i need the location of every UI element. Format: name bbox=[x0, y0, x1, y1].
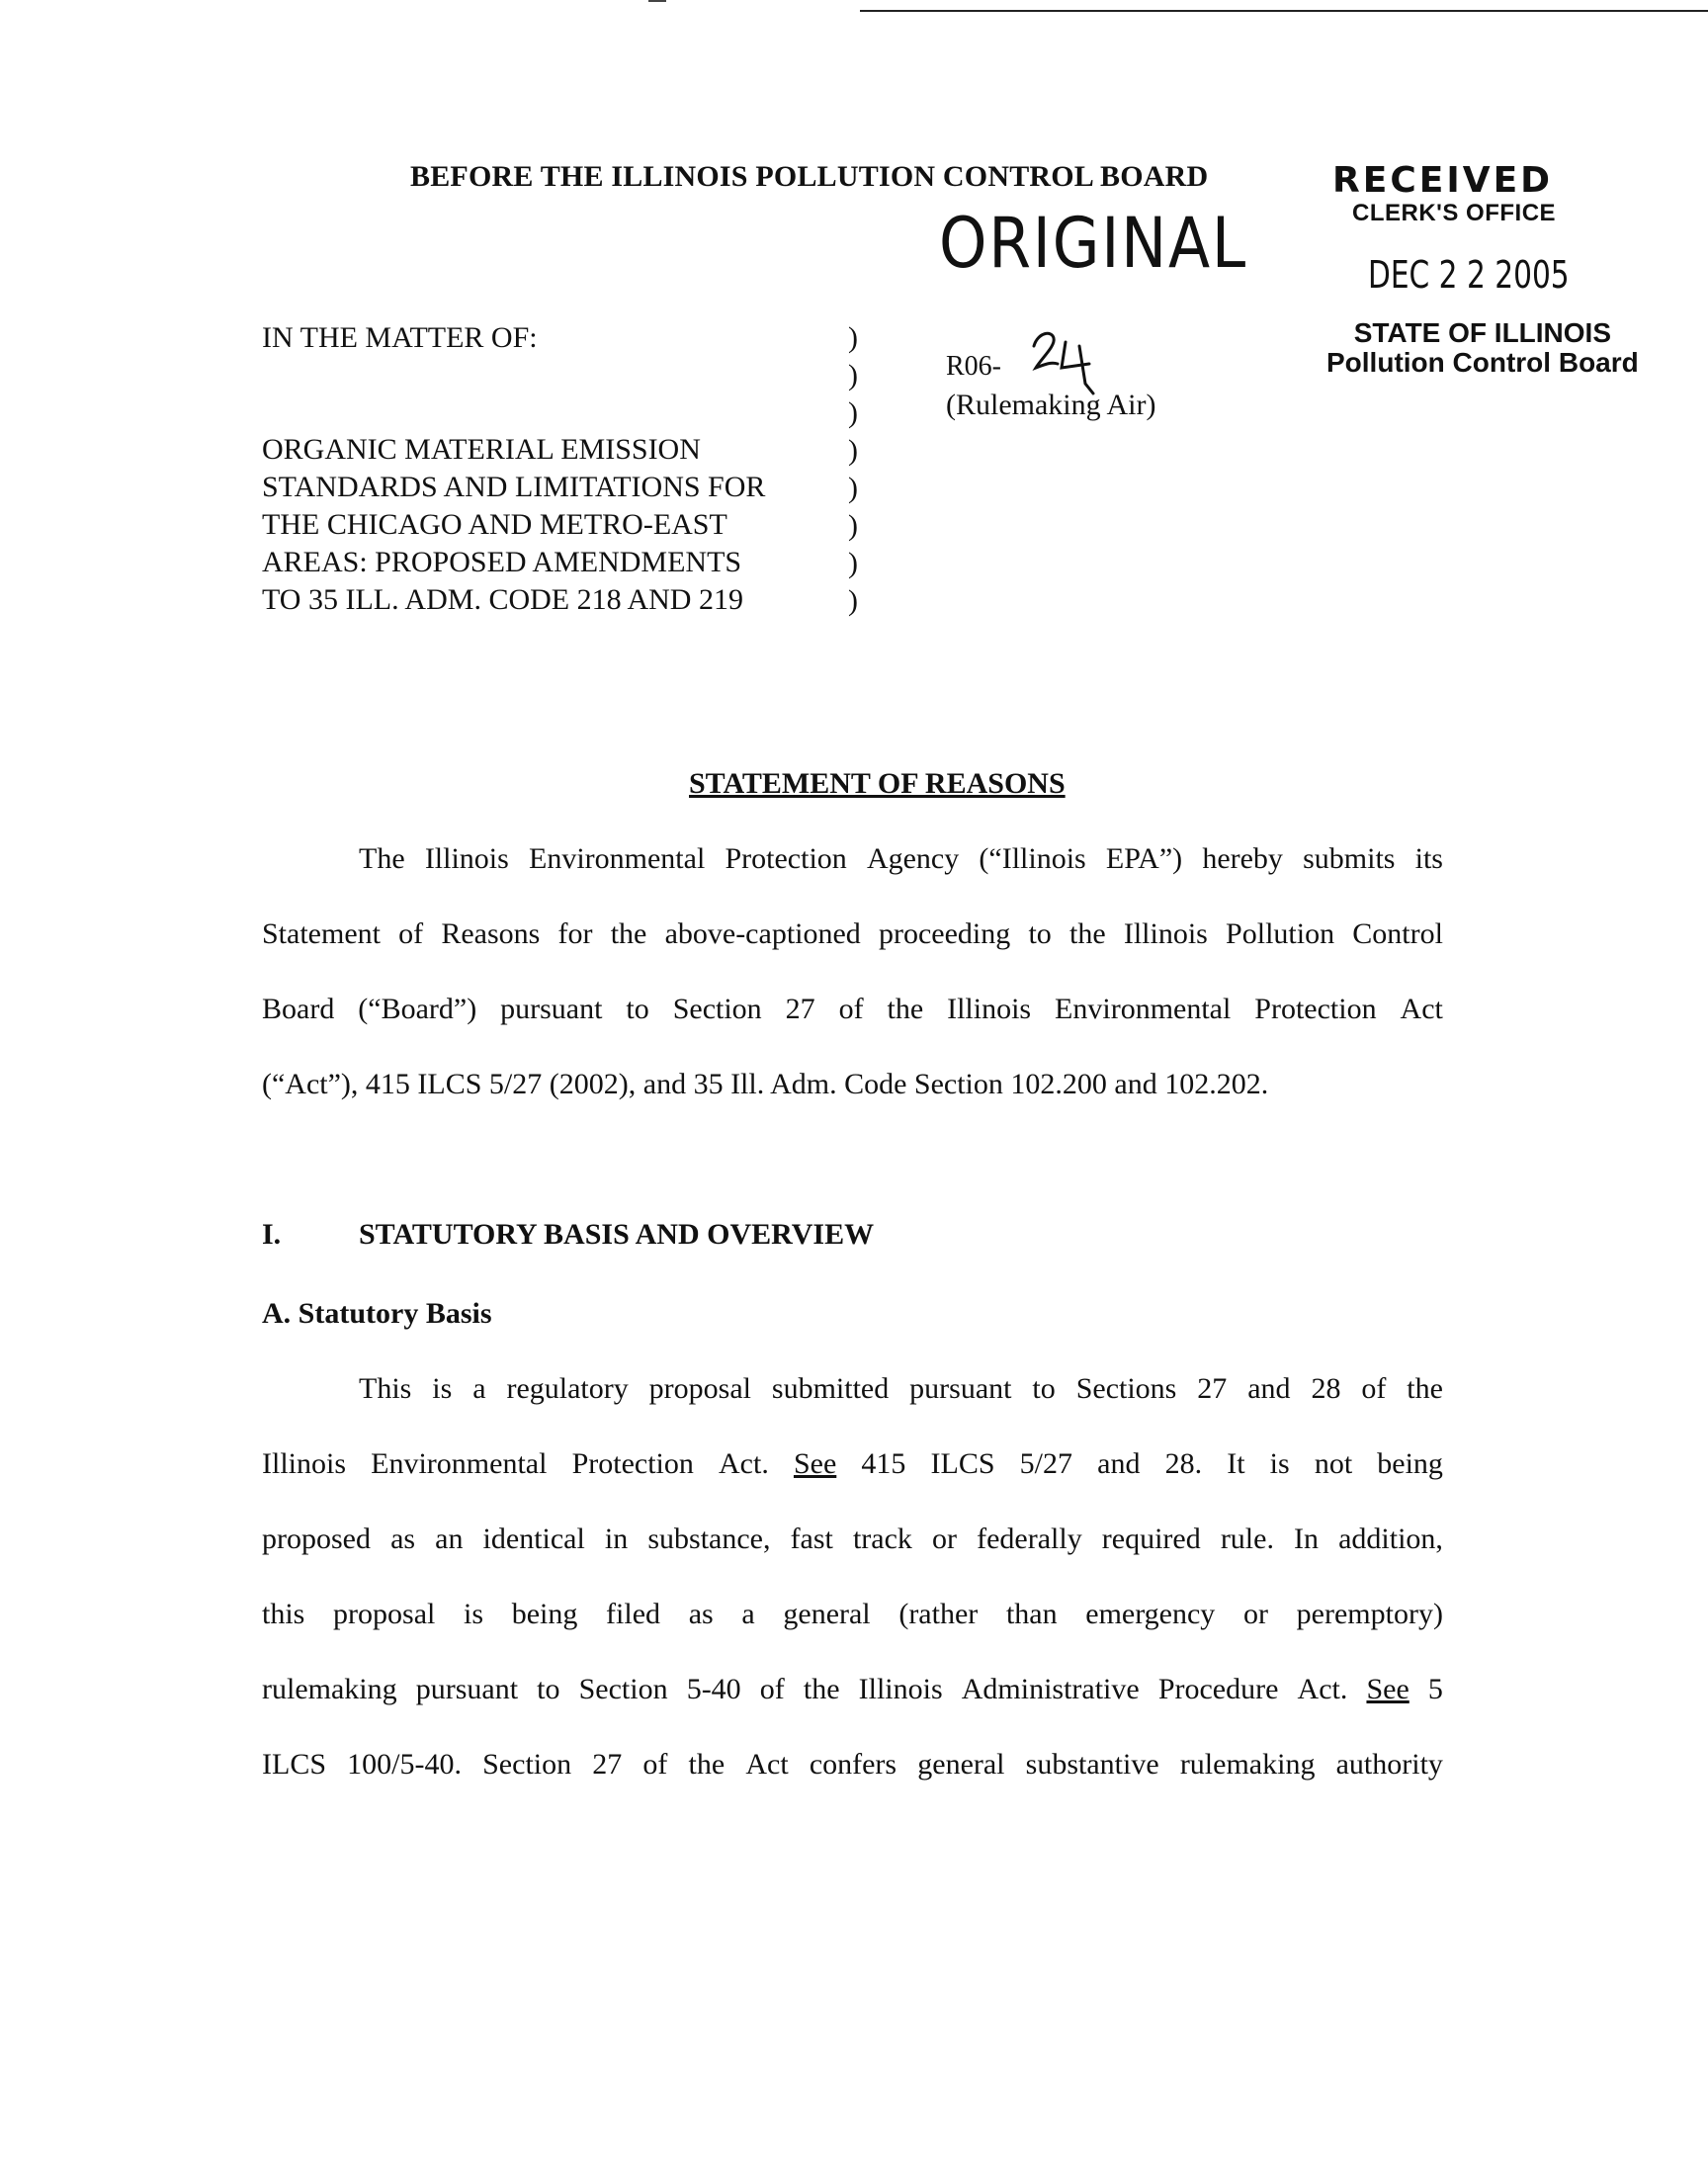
word: proceeding bbox=[879, 917, 1011, 950]
word: Reasons bbox=[441, 917, 541, 950]
matter-label: IN THE MATTER OF: bbox=[262, 321, 538, 354]
caption-title-line: STANDARDS AND LIMITATIONS FOR bbox=[262, 471, 766, 503]
word: 415 bbox=[861, 1447, 906, 1480]
word: It bbox=[1227, 1447, 1245, 1480]
caption-parens bbox=[848, 319, 858, 620]
word: See bbox=[793, 1447, 837, 1480]
paren: ) bbox=[848, 321, 858, 354]
word: ILCS bbox=[262, 1748, 327, 1781]
board-line: Pollution Control Board bbox=[1326, 347, 1639, 378]
word: Section bbox=[672, 993, 762, 1025]
word: fast bbox=[790, 1522, 833, 1555]
word: regulatory bbox=[506, 1372, 629, 1405]
word: Protection bbox=[1254, 993, 1377, 1025]
scan-edge-line bbox=[860, 10, 1708, 12]
handwritten-case-number bbox=[1028, 324, 1107, 395]
intro-line bbox=[262, 840, 1443, 915]
clerks-office-stamp: CLERK'S OFFICE bbox=[1352, 200, 1557, 226]
body-line bbox=[262, 1746, 1443, 1821]
body-line bbox=[262, 1445, 1443, 1521]
word: Section bbox=[578, 1673, 668, 1705]
received-date-stamp: DEC 2 2 2005 bbox=[1368, 253, 1570, 297]
case-type: (Rulemaking Air) bbox=[946, 389, 1156, 421]
word: 28. bbox=[1164, 1447, 1203, 1480]
word: Act. bbox=[719, 1447, 769, 1480]
word: Protection bbox=[725, 842, 847, 875]
word: confers bbox=[809, 1748, 897, 1781]
word: federally bbox=[977, 1522, 1082, 1555]
scan-edge-mark bbox=[648, 0, 666, 2]
word: See bbox=[1366, 1673, 1409, 1705]
word: Illinois bbox=[858, 1673, 943, 1705]
word: the bbox=[610, 917, 647, 950]
paren: ) bbox=[848, 359, 858, 392]
paren: ) bbox=[848, 584, 858, 617]
caption-title-line: TO 35 ILL. ADM. CODE 218 AND 219 bbox=[262, 583, 743, 616]
word: this bbox=[262, 1598, 305, 1630]
word: is bbox=[1269, 1447, 1290, 1480]
word: an bbox=[435, 1522, 464, 1555]
word: of bbox=[838, 993, 864, 1025]
word: the bbox=[1407, 1372, 1443, 1405]
word: In bbox=[1294, 1522, 1320, 1555]
word: a bbox=[741, 1598, 755, 1630]
word: identical bbox=[482, 1522, 585, 1555]
word: submitted bbox=[771, 1372, 890, 1405]
intro-line bbox=[262, 1066, 1443, 1141]
word: Administrative bbox=[961, 1673, 1140, 1705]
word: and bbox=[1097, 1447, 1141, 1480]
caption-title bbox=[262, 431, 765, 619]
word: the bbox=[1069, 917, 1106, 950]
word: Act bbox=[745, 1748, 789, 1781]
statutory-basis-paragraph bbox=[262, 1370, 1443, 1821]
word: in bbox=[604, 1522, 629, 1555]
word: proposed bbox=[262, 1522, 371, 1555]
word: Illinois bbox=[947, 993, 1032, 1025]
word: of bbox=[759, 1673, 785, 1705]
word: of bbox=[1361, 1372, 1387, 1405]
word: rulemaking bbox=[262, 1673, 397, 1705]
word: the bbox=[887, 993, 924, 1025]
word: 5-40 bbox=[686, 1673, 741, 1705]
word: for bbox=[557, 917, 593, 950]
body-line bbox=[262, 1671, 1443, 1746]
intro-line bbox=[262, 915, 1443, 991]
word: 100/5-40. bbox=[347, 1748, 462, 1781]
word: and bbox=[1247, 1372, 1291, 1405]
word: than bbox=[1005, 1598, 1058, 1630]
word: Pollution bbox=[1226, 917, 1335, 950]
section-number: I. bbox=[262, 1218, 282, 1251]
word: 27 bbox=[1197, 1372, 1228, 1405]
word: as bbox=[688, 1598, 714, 1630]
word: EPA”) bbox=[1105, 842, 1183, 875]
word: of bbox=[642, 1748, 668, 1781]
word: the bbox=[688, 1748, 726, 1781]
word: rulemaking bbox=[1179, 1748, 1316, 1781]
word: 27 bbox=[785, 993, 815, 1025]
caption-title-line: THE CHICAGO AND METRO-EAST bbox=[262, 508, 727, 541]
word: (rather bbox=[898, 1598, 979, 1630]
section-title: STATUTORY BASIS AND OVERVIEW bbox=[359, 1218, 875, 1251]
intro-line bbox=[262, 991, 1443, 1066]
paren: ) bbox=[848, 396, 858, 429]
word: Agency bbox=[866, 842, 960, 875]
word: Sections bbox=[1075, 1372, 1177, 1405]
word: proposal bbox=[333, 1598, 436, 1630]
word: peremptory) bbox=[1296, 1598, 1443, 1630]
word: not bbox=[1314, 1447, 1353, 1480]
word: Act bbox=[1400, 993, 1443, 1025]
subsection-heading: A. Statutory Basis bbox=[262, 1297, 492, 1330]
body-line bbox=[262, 1521, 1443, 1596]
word: 5/27 bbox=[1019, 1447, 1073, 1480]
word: is bbox=[432, 1372, 453, 1405]
word: the bbox=[803, 1673, 840, 1705]
word: substance, bbox=[647, 1522, 771, 1555]
state-line: STATE OF ILLINOIS bbox=[1353, 317, 1612, 348]
word: being bbox=[1377, 1447, 1443, 1480]
word: as bbox=[390, 1522, 416, 1555]
word: to bbox=[1028, 917, 1052, 950]
word: pursuant bbox=[500, 993, 603, 1025]
word: pursuant bbox=[909, 1372, 1012, 1405]
word: Environmental bbox=[371, 1447, 548, 1480]
word: Environmental bbox=[529, 842, 706, 875]
word: filed bbox=[606, 1598, 661, 1630]
word: Statement bbox=[262, 917, 381, 950]
word: authority bbox=[1335, 1748, 1443, 1781]
word: hereby bbox=[1202, 842, 1283, 875]
word: submits bbox=[1303, 842, 1396, 875]
word: Illinois bbox=[262, 1447, 347, 1480]
word: to bbox=[537, 1673, 560, 1705]
word: Environmental bbox=[1055, 993, 1232, 1025]
word: (“Board”) bbox=[358, 993, 477, 1025]
word: This bbox=[359, 1372, 412, 1405]
word: Procedure bbox=[1157, 1673, 1279, 1705]
word: emergency bbox=[1085, 1598, 1216, 1630]
word: above-captioned bbox=[664, 917, 861, 950]
word: a bbox=[472, 1372, 486, 1405]
word: track bbox=[852, 1522, 912, 1555]
word: Control bbox=[1352, 917, 1443, 950]
word: Illinois bbox=[1123, 917, 1208, 950]
word: pursuant bbox=[415, 1673, 519, 1705]
word: Illinois bbox=[424, 842, 509, 875]
word: Protection bbox=[571, 1447, 694, 1480]
word: or bbox=[932, 1522, 958, 1555]
board-title: BEFORE THE ILLINOIS POLLUTION CONTROL BOARD bbox=[410, 160, 1209, 193]
word: general bbox=[917, 1748, 1005, 1781]
word: to bbox=[626, 993, 649, 1025]
statement-heading: STATEMENT OF REASONS bbox=[689, 767, 1066, 800]
paren: ) bbox=[848, 547, 858, 579]
case-number-prefix: R06- bbox=[946, 351, 1001, 382]
word: 5 bbox=[1427, 1673, 1443, 1705]
word: ILCS bbox=[930, 1447, 995, 1480]
received-stamp: RECEIVED bbox=[1332, 160, 1554, 201]
state-board-stamp bbox=[1326, 318, 1639, 378]
body-line bbox=[262, 1596, 1443, 1671]
word: or bbox=[1242, 1598, 1268, 1630]
word: proposal bbox=[648, 1372, 751, 1405]
word: being bbox=[511, 1598, 578, 1630]
paren: ) bbox=[848, 434, 858, 467]
word: required bbox=[1101, 1522, 1201, 1555]
body-line bbox=[262, 1370, 1443, 1445]
paren: ) bbox=[848, 472, 858, 504]
word: addition, bbox=[1338, 1522, 1443, 1555]
caption-title-line: AREAS: PROPOSED AMENDMENTS bbox=[262, 546, 742, 578]
word: 28 bbox=[1311, 1372, 1341, 1405]
word: The bbox=[359, 842, 405, 875]
word: Section bbox=[482, 1748, 572, 1781]
paren: ) bbox=[848, 509, 858, 542]
word: is bbox=[464, 1598, 484, 1630]
intro-paragraph bbox=[262, 840, 1443, 1141]
caption-title-line: ORGANIC MATERIAL EMISSION bbox=[262, 433, 701, 466]
intro-text: (“Act”), 415 ILCS 5/27 (2002), and 35 Ill. Adm. Code Section 102.200 and 102.202. bbox=[262, 1068, 1269, 1100]
word: general bbox=[783, 1598, 871, 1630]
word: of bbox=[398, 917, 424, 950]
word: rule. bbox=[1220, 1522, 1274, 1555]
word: substantive bbox=[1025, 1748, 1159, 1781]
word: Board bbox=[262, 993, 335, 1025]
word: to bbox=[1032, 1372, 1056, 1405]
word: 27 bbox=[592, 1748, 623, 1781]
original-stamp: ORIGINAL bbox=[939, 203, 1247, 284]
word: Act. bbox=[1297, 1673, 1348, 1705]
word: its bbox=[1414, 842, 1443, 875]
word: (“Illinois bbox=[979, 842, 1086, 875]
